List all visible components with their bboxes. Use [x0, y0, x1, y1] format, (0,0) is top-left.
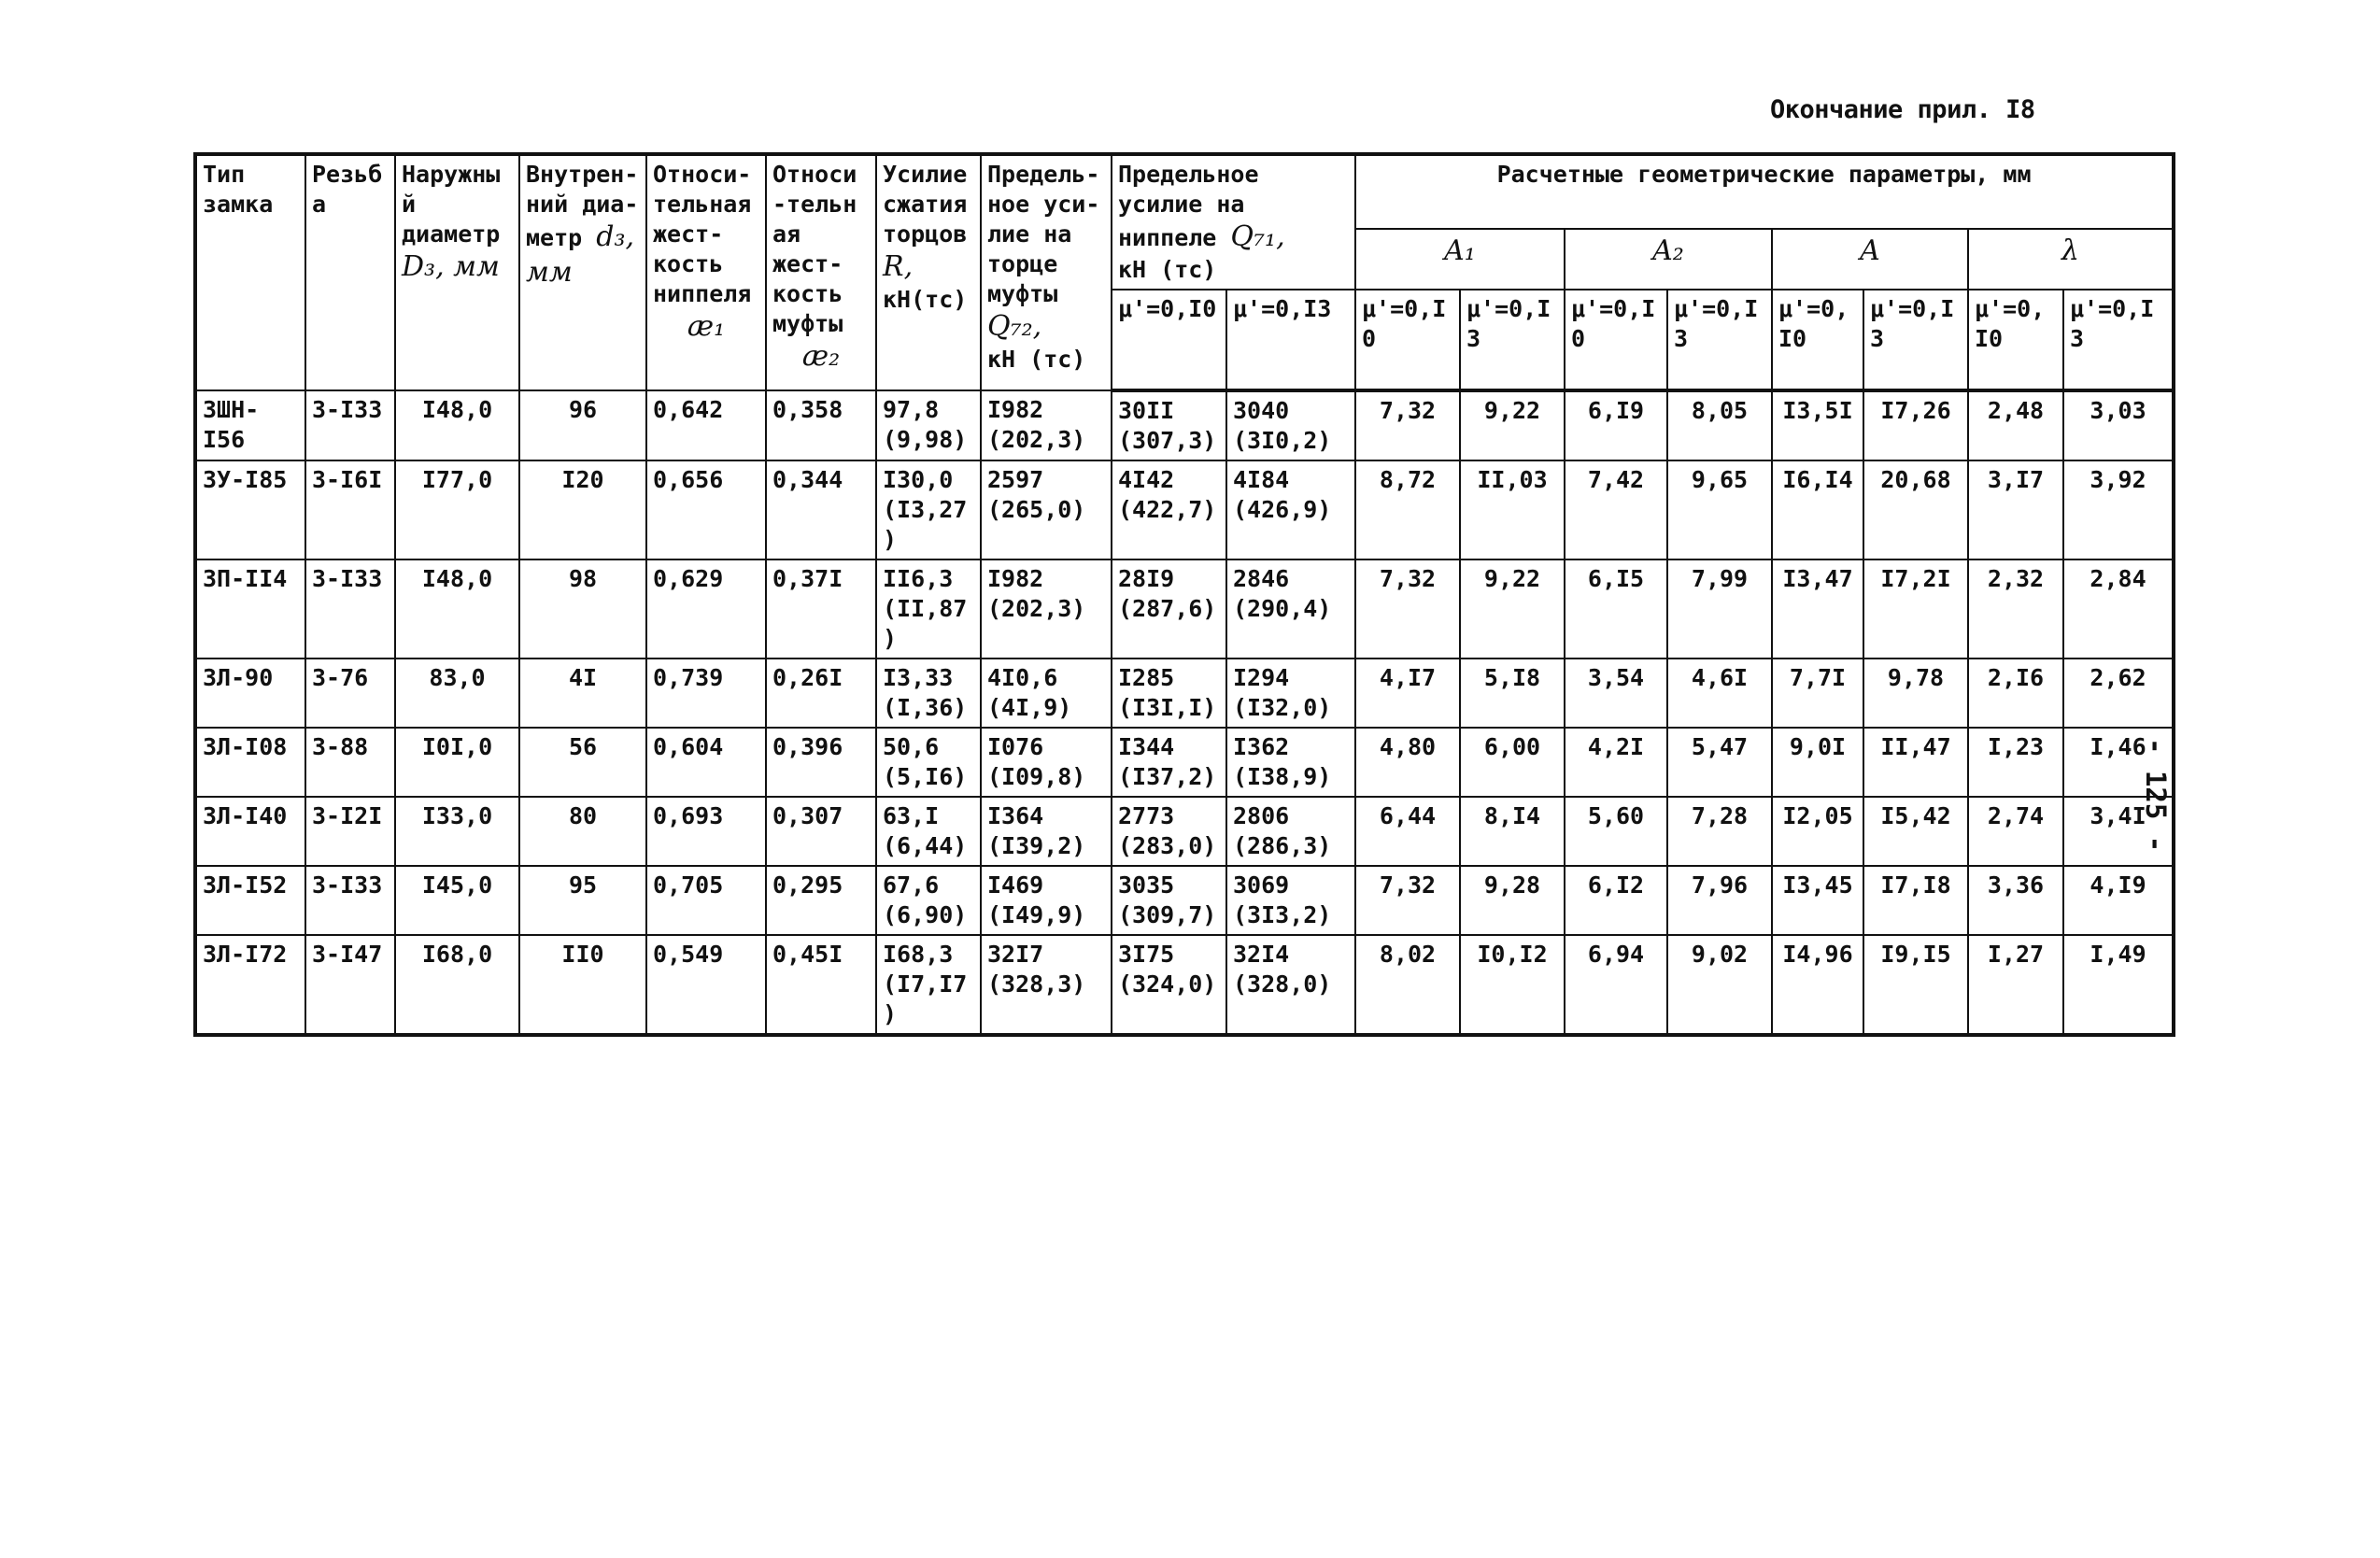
- cell-a-mu13: II,47: [1863, 728, 1968, 797]
- cell-a-mu13: I7,26: [1863, 390, 1968, 460]
- cell-compression-force: [876, 559, 981, 659]
- table-body: [195, 390, 2174, 1035]
- cell-outer-diameter: I77,0: [395, 460, 519, 559]
- cell-a2-mu13: 9,02: [1667, 935, 1772, 1035]
- table-row: [195, 559, 2174, 659]
- cell-outer-diameter: I45,0: [395, 866, 519, 935]
- value-tc: (4I,9): [987, 694, 1072, 722]
- value-tc: (I7,I7): [883, 970, 968, 1028]
- cell-a-mu13: I7,I8: [1863, 866, 1968, 935]
- cell-nipple-limit-mu10: [1112, 659, 1226, 728]
- table-row: [195, 797, 2174, 866]
- cell-nipple-limit-mu13: [1226, 728, 1355, 797]
- cell-a1-mu13: 8,I4: [1460, 797, 1565, 866]
- value-kn: II6,3: [883, 565, 954, 593]
- cell-nipple-stiffness: 0,705: [646, 866, 766, 935]
- cell-coupling-stiffness: 0,396: [766, 728, 876, 797]
- cell-coupling-limit: [981, 559, 1112, 659]
- cell-nipple-limit-mu13: [1226, 559, 1355, 659]
- value-tc: (328,0): [1233, 970, 1332, 999]
- cell-coupling-stiffness: 0,37I: [766, 559, 876, 659]
- table-row: [195, 460, 2174, 559]
- cell-coupling-limit: [981, 390, 1112, 460]
- cell-outer-diameter: I33,0: [395, 797, 519, 866]
- cell-a2-mu10: 5,60: [1565, 797, 1667, 866]
- value-tc: (I32,0): [1233, 694, 1332, 722]
- cell-lambda-mu13: 3,92: [2063, 460, 2174, 559]
- cell-inner-diameter: 96: [519, 390, 646, 460]
- header-geom-params: Расчетные геометрические параметры, мм: [1355, 154, 2174, 229]
- cell-compression-force: [876, 460, 981, 559]
- cell-lambda-mu10: 2,48: [1968, 390, 2063, 460]
- value-tc: (426,9): [1233, 496, 1332, 524]
- cell-a1-mu13: I0,I2: [1460, 935, 1565, 1035]
- header-a-mu13: μ'=0,I3: [1863, 290, 1968, 390]
- cell-a1-mu10: 8,02: [1355, 935, 1460, 1035]
- value-tc: (3I0,2): [1233, 427, 1332, 455]
- value-kn: I30,0: [883, 466, 954, 494]
- cell-a2-mu13: 7,99: [1667, 559, 1772, 659]
- cell-nipple-limit-mu13: [1226, 866, 1355, 935]
- value-tc: (287,6): [1118, 595, 1217, 623]
- cell-compression-force: [876, 390, 981, 460]
- cell-outer-diameter: 83,0: [395, 659, 519, 728]
- value-tc: (I3I,I): [1118, 694, 1217, 722]
- value-tc: (II,87): [883, 595, 968, 653]
- value-kn: 32I7: [987, 941, 1044, 969]
- cell-a1-mu13: 9,22: [1460, 559, 1565, 659]
- cell-lambda-mu13: 4,I9: [2063, 866, 2174, 935]
- cell-a2-mu13: 7,28: [1667, 797, 1772, 866]
- header-nipple-mu13: μ'=0,I3: [1226, 290, 1355, 390]
- cell-a-mu13: 20,68: [1863, 460, 1968, 559]
- cell-a1-mu10: 7,32: [1355, 559, 1460, 659]
- value-kn: I364: [987, 802, 1044, 830]
- header-type: Тип замка: [195, 154, 305, 390]
- cell-a2-mu13: 5,47: [1667, 728, 1772, 797]
- cell-lambda-mu10: 3,36: [1968, 866, 2063, 935]
- cell-a-mu13: I7,2I: [1863, 559, 1968, 659]
- cell-a1-mu10: 7,32: [1355, 866, 1460, 935]
- table-row: [195, 866, 2174, 935]
- cell-compression-force: [876, 797, 981, 866]
- cell-a-mu10: I4,96: [1772, 935, 1863, 1035]
- header-lambda: λ: [1968, 229, 2174, 290]
- cell-a1-mu13: 6,00: [1460, 728, 1565, 797]
- cell-a2-mu10: 6,I5: [1565, 559, 1667, 659]
- coupling-limit-symbol: Q₇₂,: [987, 310, 1042, 343]
- compression-force-symbol: R,: [883, 250, 914, 283]
- value-tc: (265,0): [987, 496, 1086, 524]
- header-nipple-limit: Предельное усилие на ниппеле Q₇₁, кН (тс): [1112, 154, 1355, 290]
- cell-lambda-mu13: 2,62: [2063, 659, 2174, 728]
- value-tc: (5,I6): [883, 763, 968, 791]
- value-kn: I68,3: [883, 941, 954, 969]
- header-nipple-mu10: μ'=0,I0: [1112, 290, 1226, 390]
- cell-compression-force: [876, 659, 981, 728]
- cell-lambda-mu13: 3,03: [2063, 390, 2174, 460]
- value-tc: (6,90): [883, 901, 968, 929]
- value-kn: 3I75: [1118, 941, 1175, 969]
- value-kn: I982: [987, 565, 1044, 593]
- value-tc: (324,0): [1118, 970, 1217, 999]
- value-tc: (I39,2): [987, 832, 1086, 860]
- value-kn: 28I9: [1118, 565, 1175, 593]
- cell-type: ЗЛ-I40: [195, 797, 305, 866]
- cell-a1-mu10: 7,32: [1355, 390, 1460, 460]
- cell-outer-diameter: I48,0: [395, 390, 519, 460]
- value-kn: 2806: [1233, 802, 1290, 830]
- header-compression-force: Усилие сжатия торцов R, кН(тс): [876, 154, 981, 390]
- value-kn: 50,6: [883, 733, 940, 761]
- cell-thread: З-88: [305, 728, 395, 797]
- table-row: [195, 390, 2174, 460]
- value-kn: I3,33: [883, 664, 954, 692]
- value-kn: I344: [1118, 733, 1175, 761]
- cell-nipple-limit-mu10: [1112, 559, 1226, 659]
- page-caption: Окончание прил. I8: [1770, 95, 2035, 124]
- cell-outer-diameter: I0I,0: [395, 728, 519, 797]
- cell-a1-mu13: 5,I8: [1460, 659, 1565, 728]
- cell-a2-mu10: 4,2I: [1565, 728, 1667, 797]
- cell-inner-diameter: 80: [519, 797, 646, 866]
- value-tc: (283,0): [1118, 832, 1217, 860]
- cell-inner-diameter: I20: [519, 460, 646, 559]
- header-thread: Резьба: [305, 154, 395, 390]
- cell-nipple-stiffness: 0,629: [646, 559, 766, 659]
- cell-a1-mu13: 9,28: [1460, 866, 1565, 935]
- value-kn: I362: [1233, 733, 1290, 761]
- cell-coupling-stiffness: 0,45I: [766, 935, 876, 1035]
- cell-a1-mu10: 4,80: [1355, 728, 1460, 797]
- cell-thread: З-I33: [305, 390, 395, 460]
- header-a2: A₂: [1565, 229, 1772, 290]
- value-tc: (202,3): [987, 426, 1086, 454]
- value-kn: 67,6: [883, 871, 940, 899]
- cell-coupling-limit: [981, 728, 1112, 797]
- nipple-stiffness-symbol: æ₁: [687, 310, 726, 343]
- value-tc: (I,36): [883, 694, 968, 722]
- cell-nipple-limit-mu13: [1226, 460, 1355, 559]
- cell-outer-diameter: I48,0: [395, 559, 519, 659]
- cell-lambda-mu10: I,27: [1968, 935, 2063, 1035]
- cell-coupling-stiffness: 0,26I: [766, 659, 876, 728]
- cell-lambda-mu10: 2,74: [1968, 797, 2063, 866]
- value-kn: 2773: [1118, 802, 1175, 830]
- cell-nipple-stiffness: 0,739: [646, 659, 766, 728]
- cell-a2-mu13: 7,96: [1667, 866, 1772, 935]
- cell-type: ЗЛ-I52: [195, 866, 305, 935]
- header-a-mu10: μ'=0,I0: [1772, 290, 1863, 390]
- header-nipple-stiffness: Относи-тельная жест-кость ниппеля æ₁: [646, 154, 766, 390]
- cell-a-mu10: I3,47: [1772, 559, 1863, 659]
- cell-nipple-limit-mu10: [1112, 460, 1226, 559]
- cell-a1-mu10: 6,44: [1355, 797, 1460, 866]
- cell-coupling-stiffness: 0,358: [766, 390, 876, 460]
- cell-nipple-stiffness: 0,549: [646, 935, 766, 1035]
- cell-type: ЗЛ-90: [195, 659, 305, 728]
- outer-diameter-symbol: D₃, мм: [402, 250, 500, 283]
- value-kn: 4I84: [1233, 466, 1290, 494]
- cell-compression-force: [876, 866, 981, 935]
- cell-a2-mu13: 8,05: [1667, 390, 1772, 460]
- header-coupling-stiffness: Относи-тельная жест-кость муфты æ₂: [766, 154, 876, 390]
- value-kn: 32I4: [1233, 941, 1290, 969]
- cell-thread: З-I6I: [305, 460, 395, 559]
- value-kn: I076: [987, 733, 1044, 761]
- value-kn: 3040: [1233, 397, 1290, 425]
- cell-nipple-limit-mu10: [1112, 866, 1226, 935]
- value-tc: (328,3): [987, 970, 1086, 999]
- cell-outer-diameter: I68,0: [395, 935, 519, 1035]
- cell-a1-mu13: II,03: [1460, 460, 1565, 559]
- cell-nipple-limit-mu13: [1226, 935, 1355, 1035]
- cell-nipple-stiffness: 0,642: [646, 390, 766, 460]
- value-kn: 2846: [1233, 565, 1290, 593]
- cell-coupling-stiffness: 0,344: [766, 460, 876, 559]
- header-a2-mu13: μ'=0,I3: [1667, 290, 1772, 390]
- cell-coupling-stiffness: 0,295: [766, 866, 876, 935]
- cell-type: ЗУ-I85: [195, 460, 305, 559]
- cell-lambda-mu13: I,49: [2063, 935, 2174, 1035]
- cell-thread: З-76: [305, 659, 395, 728]
- cell-type: ЗШН-I56: [195, 390, 305, 460]
- cell-a-mu13: 9,78: [1863, 659, 1968, 728]
- value-kn: 3069: [1233, 871, 1290, 899]
- table-row: [195, 728, 2174, 797]
- cell-a1-mu10: 4,I7: [1355, 659, 1460, 728]
- nipple-limit-symbol: Q₇₁,: [1230, 220, 1285, 253]
- value-kn: 2597: [987, 466, 1044, 494]
- header-coupling-limit: Предель-ное уси-лие на торце муфты Q₇₂, кН (тс): [981, 154, 1112, 390]
- value-tc: (3I3,2): [1233, 901, 1332, 929]
- cell-a-mu10: I3,5I: [1772, 390, 1863, 460]
- cell-thread: З-I33: [305, 559, 395, 659]
- value-tc: (307,3): [1118, 427, 1217, 455]
- cell-inner-diameter: 95: [519, 866, 646, 935]
- value-tc: (I09,8): [987, 763, 1086, 791]
- header-lambda-mu13: μ'=0,I3: [2063, 290, 2174, 390]
- header-a1: A₁: [1355, 229, 1565, 290]
- value-kn: 4I0,6: [987, 664, 1058, 692]
- cell-thread: З-I2I: [305, 797, 395, 866]
- value-tc: (6,44): [883, 832, 968, 860]
- cell-lambda-mu10: 2,I6: [1968, 659, 2063, 728]
- value-kn: I294: [1233, 664, 1290, 692]
- value-tc: (I38,9): [1233, 763, 1332, 791]
- value-tc: (422,7): [1118, 496, 1217, 524]
- cell-a-mu10: I3,45: [1772, 866, 1863, 935]
- header-lambda-mu10: μ'=0,I0: [1968, 290, 2063, 390]
- cell-coupling-limit: [981, 866, 1112, 935]
- cell-inner-diameter: 4I: [519, 659, 646, 728]
- value-kn: 30II: [1118, 397, 1175, 425]
- cell-lambda-mu10: 2,32: [1968, 559, 2063, 659]
- cell-nipple-limit-mu13: [1226, 797, 1355, 866]
- cell-a-mu10: 7,7I: [1772, 659, 1863, 728]
- cell-nipple-limit-mu10: [1112, 797, 1226, 866]
- header-a1-mu10: μ'=0,I0: [1355, 290, 1460, 390]
- cell-type: ЗЛ-I72: [195, 935, 305, 1035]
- value-tc: (309,7): [1118, 901, 1217, 929]
- cell-coupling-limit: [981, 935, 1112, 1035]
- cell-a2-mu13: 9,65: [1667, 460, 1772, 559]
- value-tc: (9,98): [883, 426, 968, 454]
- header-a: A: [1772, 229, 1968, 290]
- cell-lambda-mu10: 3,I7: [1968, 460, 2063, 559]
- inner-diameter-symbol: d₃, мм: [526, 220, 635, 290]
- value-kn: 4I42: [1118, 466, 1175, 494]
- value-kn: 3035: [1118, 871, 1175, 899]
- cell-a1-mu10: 8,72: [1355, 460, 1460, 559]
- cell-thread: З-I47: [305, 935, 395, 1035]
- value-kn: I982: [987, 396, 1044, 424]
- page-number: - 125 -: [2140, 738, 2172, 853]
- value-tc: (286,3): [1233, 832, 1332, 860]
- cell-a2-mu10: 6,94: [1565, 935, 1667, 1035]
- cell-nipple-limit-mu10: [1112, 935, 1226, 1035]
- value-tc: (I37,2): [1118, 763, 1217, 791]
- cell-nipple-limit-mu13: [1226, 659, 1355, 728]
- cell-coupling-stiffness: 0,307: [766, 797, 876, 866]
- cell-a2-mu10: 6,I9: [1565, 390, 1667, 460]
- value-tc: (I49,9): [987, 901, 1086, 929]
- cell-a2-mu10: 3,54: [1565, 659, 1667, 728]
- cell-lambda-mu10: I,23: [1968, 728, 2063, 797]
- cell-nipple-stiffness: 0,693: [646, 797, 766, 866]
- cell-nipple-stiffness: 0,656: [646, 460, 766, 559]
- cell-a-mu10: I6,I4: [1772, 460, 1863, 559]
- cell-lambda-mu13: 3,4I: [2063, 797, 2174, 866]
- cell-nipple-limit-mu10: [1112, 390, 1226, 460]
- cell-a2-mu10: 7,42: [1565, 460, 1667, 559]
- cell-a1-mu13: 9,22: [1460, 390, 1565, 460]
- table-row: [195, 659, 2174, 728]
- cell-inner-diameter: 56: [519, 728, 646, 797]
- cell-a-mu10: I2,05: [1772, 797, 1863, 866]
- cell-inner-diameter: II0: [519, 935, 646, 1035]
- cell-type: ЗЛ-I08: [195, 728, 305, 797]
- cell-coupling-limit: [981, 460, 1112, 559]
- cell-compression-force: [876, 728, 981, 797]
- value-kn: I469: [987, 871, 1044, 899]
- header-a1-mu13: μ'=0,I3: [1460, 290, 1565, 390]
- cell-thread: З-I33: [305, 866, 395, 935]
- cell-nipple-limit-mu13: [1226, 390, 1355, 460]
- value-tc: (I3,27): [883, 496, 968, 554]
- cell-a2-mu13: 4,6I: [1667, 659, 1772, 728]
- value-kn: I285: [1118, 664, 1175, 692]
- value-tc: (202,3): [987, 595, 1086, 623]
- cell-inner-diameter: 98: [519, 559, 646, 659]
- cell-compression-force: [876, 935, 981, 1035]
- cell-a-mu10: 9,0I: [1772, 728, 1863, 797]
- value-kn: 97,8: [883, 396, 940, 424]
- cell-coupling-limit: [981, 659, 1112, 728]
- cell-lambda-mu13: I,46: [2063, 728, 2174, 797]
- header-inner-diameter: Внутрен-ний диа-метр d₃, мм: [519, 154, 646, 390]
- header-outer-diameter: Наружный диаметр D₃, мм: [395, 154, 519, 390]
- table-row: [195, 935, 2174, 1035]
- cell-a-mu13: I9,I5: [1863, 935, 1968, 1035]
- cell-nipple-stiffness: 0,604: [646, 728, 766, 797]
- cell-lambda-mu13: 2,84: [2063, 559, 2174, 659]
- cell-a-mu13: I5,42: [1863, 797, 1968, 866]
- cell-coupling-limit: [981, 797, 1112, 866]
- cell-type: ЗП-II4: [195, 559, 305, 659]
- header-a2-mu10: μ'=0,I0: [1565, 290, 1667, 390]
- value-tc: (290,4): [1233, 595, 1332, 623]
- data-table: [193, 152, 2175, 1037]
- cell-a2-mu10: 6,I2: [1565, 866, 1667, 935]
- cell-nipple-limit-mu10: [1112, 728, 1226, 797]
- value-kn: 63,I: [883, 802, 940, 830]
- coupling-stiffness-symbol: æ₂: [801, 340, 841, 373]
